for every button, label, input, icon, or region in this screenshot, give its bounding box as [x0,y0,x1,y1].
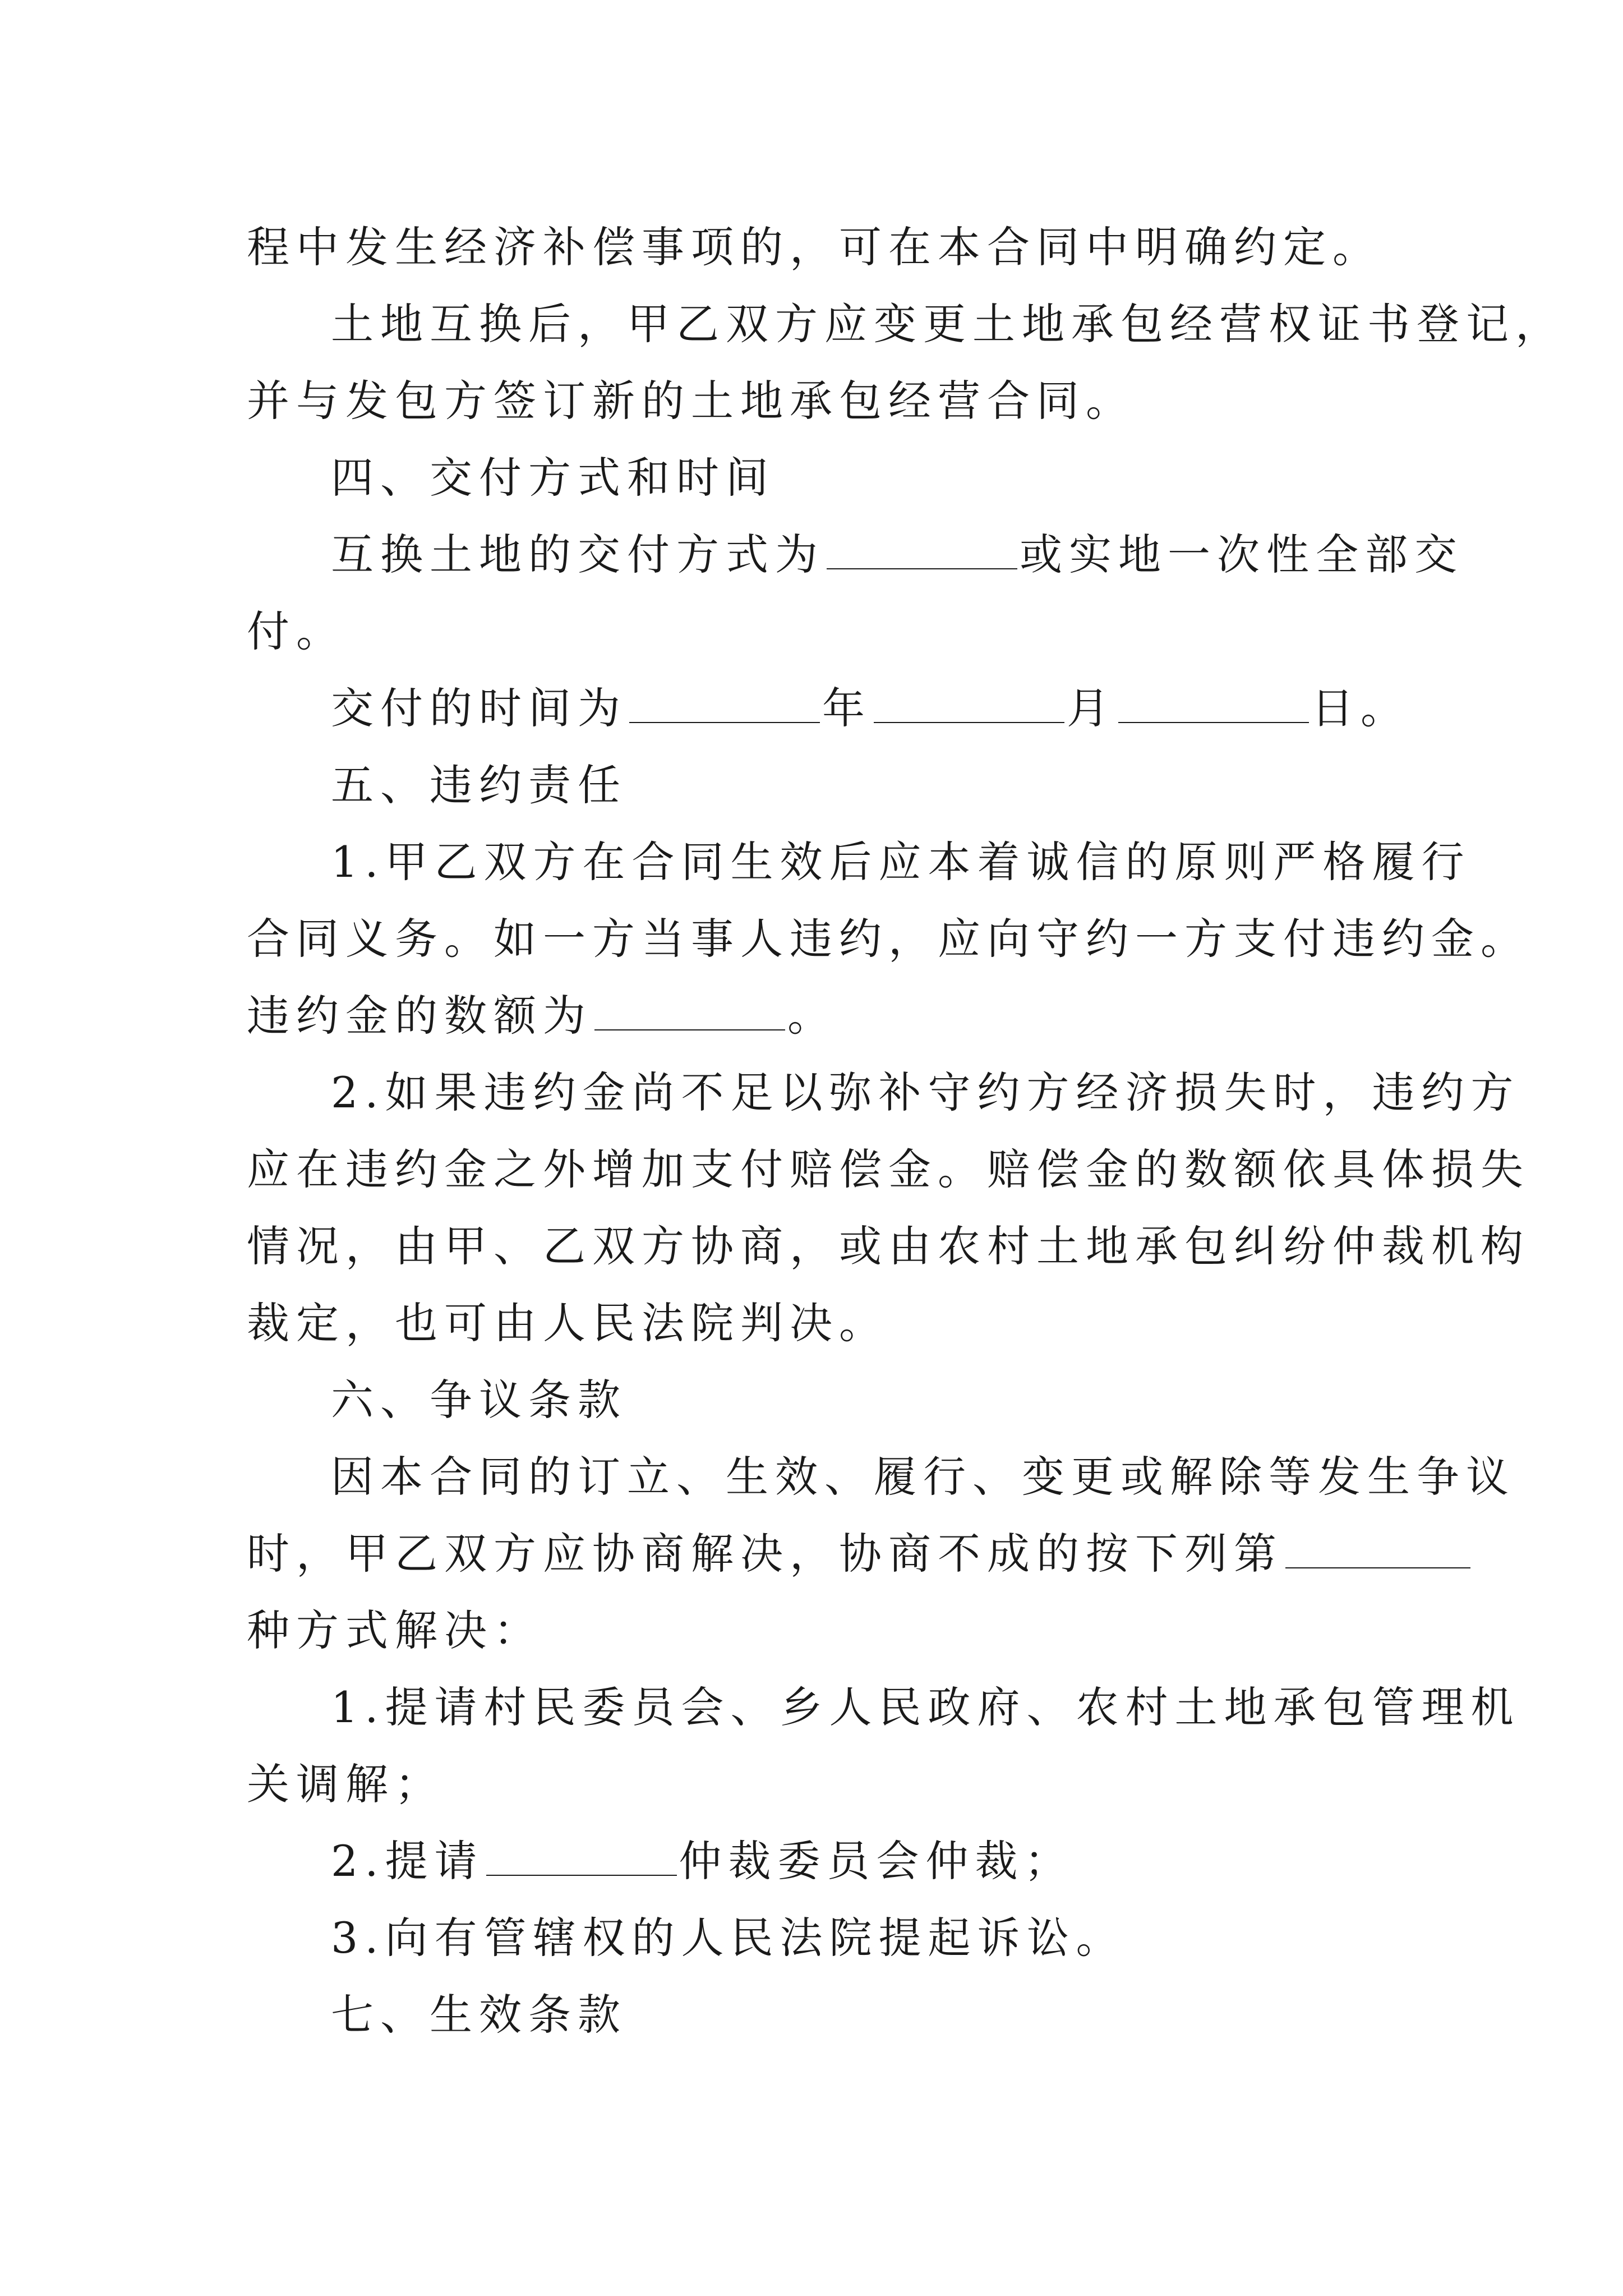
fill-blank-month[interactable] [874,679,1064,723]
section-heading-liability [247,747,1391,823]
paragraph-line [247,1208,1530,1285]
heading-text: 六、争议条款 [331,1375,627,1425]
heading-text: 七、生效条款 [331,1990,627,2040]
heading-text: 四、交付方式和时间 [331,453,775,503]
paragraph-line [247,1131,1530,1208]
text-line: 合同义务。如一方当事人违约，应向守约一方支付违约金。 [247,914,1530,964]
paragraph-line [247,1515,1391,1592]
text-line: 种方式解决： [247,1605,543,1655]
text-line: 2.如果违约金尚不足以弥补守约方经济损失时，违约方 [331,1068,1520,1117]
text-line: 日。 [1311,683,1410,733]
text-line: 或实地一次性全部交 [1020,530,1464,579]
fill-blank-resolution-option[interactable] [1285,1525,1470,1568]
paragraph-line [247,823,1471,900]
text-line: 月 [1067,683,1116,733]
paragraph-line [247,670,1410,747]
paragraph-line [247,977,1391,1054]
text-line: 。 [787,991,837,1041]
text-line: 违约金的数额为 [247,991,592,1041]
heading-text: 五、违约责任 [331,760,627,810]
text-line: 交付的时间为 [331,683,627,733]
fill-blank-day[interactable] [1118,679,1309,723]
fill-blank-penalty-amount[interactable] [594,987,785,1030]
text-line: 并与发包方签订新的土地承包经营合同。 [247,376,1135,426]
paragraph-line [247,1592,1391,1669]
text-line: 裁定，也可由人民法院判决。 [247,1298,888,1348]
text-line: 1.提请村民委员会、乡人民政府、农村土地承包管理机 [331,1682,1520,1732]
text-line: 年 [822,683,872,733]
text-line: 1.甲乙双方在合同生效后应本着诚信的原则严格履行 [331,837,1471,887]
section-heading-dispute [247,1361,1391,1438]
paragraph-line [247,1285,1391,1361]
text-line: 程中发生经济补偿事项的，可在本合同中明确约定。 [247,222,1382,272]
paragraph-line [247,516,1464,593]
text-line: 2.提请 [331,1836,484,1886]
section-heading-effect [247,1976,1391,2053]
section-heading-delivery [247,439,1391,516]
paragraph-line [247,1054,1520,1131]
paragraph-line [247,593,1391,670]
paragraph-line [247,362,1391,439]
paragraph-line [247,1746,1391,1823]
paragraph-line [247,900,1530,977]
fill-blank-year[interactable] [629,679,820,723]
document-body [247,209,1565,2053]
text-line: 应在违约金之外增加支付赔偿金。赔偿金的数额依具体损失 [247,1144,1530,1194]
text-line: 付。 [247,606,345,656]
paragraph-line [247,1899,1391,1976]
paragraph-line [247,209,1391,286]
text-line: 3.向有管辖权的人民法院提起诉讼。 [331,1913,1126,1963]
text-line: 仲裁委员会仲裁； [679,1836,1074,1886]
paragraph-line [247,1669,1520,1746]
text-line: 因本合同的订立、生效、履行、变更或解除等发生争议 [331,1452,1515,1502]
text-line: 互换土地的交付方式为 [331,530,824,579]
paragraph-line [247,286,1565,362]
text-line: 土地互换后，甲乙双方应变更土地承包经营权证书登记， [331,299,1565,349]
text-line: 情况，由甲、乙双方协商，或由农村土地承包纠纷仲裁机构 [247,1221,1530,1271]
text-line: 关调解； [247,1759,444,1809]
fill-blank-delivery-method[interactable] [827,526,1017,569]
fill-blank-arbitration-committee[interactable] [486,1832,677,1876]
text-line: 时，甲乙双方应协商解决，协商不成的按下列第 [247,1529,1283,1579]
paragraph-line [247,1438,1515,1515]
paragraph-line [247,1823,1391,1899]
